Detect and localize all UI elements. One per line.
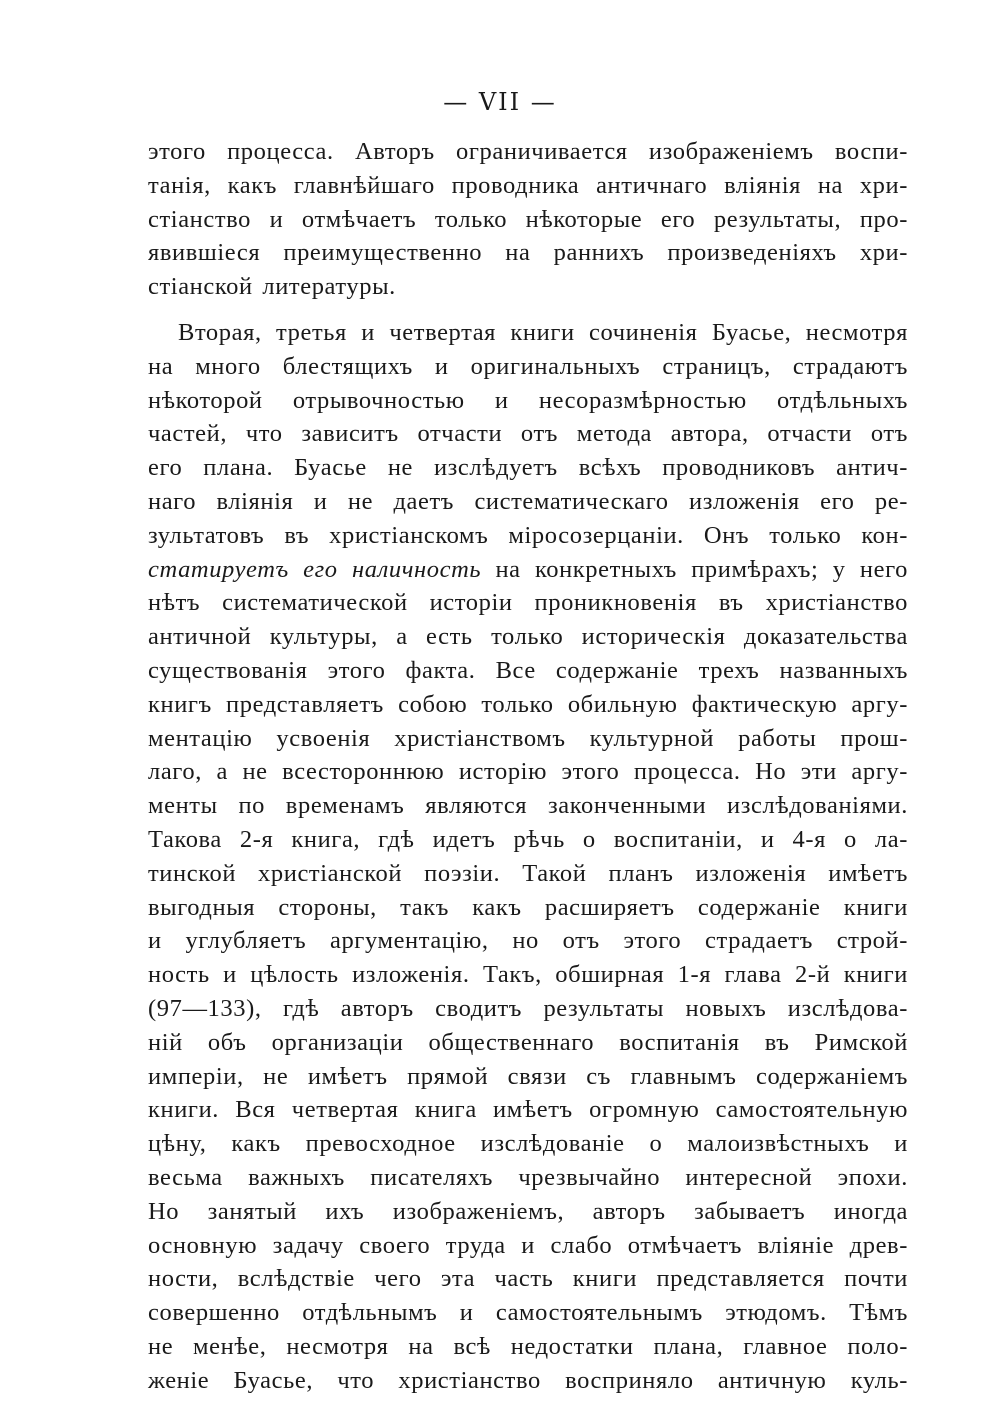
text-line: зультатовъ въ христiанскомъ мiросозерцанiи. Онъ только кон-	[148, 521, 908, 549]
text-line: не менѣе, несмотря на всѣ недостатки плана, главное поло-	[148, 1332, 908, 1360]
text-line-emphasis	[148, 553, 908, 587]
text-line: Такова 2-я книга, гдѣ идетъ рѣчь о воспитанiи, и 4-я о ла-	[148, 825, 908, 853]
paragraph	[148, 135, 908, 304]
text-line: ментацiю усвоенiя христiанствомъ культурной работы прош-	[148, 724, 908, 752]
paragraph	[148, 316, 908, 1398]
text-line: на много блестящихъ и оригинальныхъ страницъ, страдаютъ	[148, 352, 908, 380]
text-line: его плана. Буасье не изслѣдуетъ всѣхъ проводниковъ антич-	[148, 454, 908, 482]
text-line: Вторая, третья и четвертая книги сочиненiя Буасье, несмотря	[178, 318, 908, 346]
text-line: книги. Вся четвертая книга имѣетъ огромную самостоятельную	[148, 1096, 908, 1124]
text-line: танiя, какъ главнѣйшаго проводника античнаго влiянiя на хри-	[148, 171, 908, 199]
text-line: тинской христiанской поэзiи. Такой планъ изложенiя имѣетъ	[148, 859, 908, 887]
text-line: стiанство и отмѣчаетъ только нѣкоторые его результаты, про-	[148, 205, 908, 233]
text-line: античной культуры, а есть только историческiя доказательства	[148, 623, 908, 651]
text-line: ность и цѣлость изложенiя. Такъ, обширная 1-я глава 2-й книги	[148, 961, 908, 989]
text-line: Но занятый ихъ изображенiемъ, авторъ забываетъ иногда	[148, 1197, 908, 1225]
text-line: лаго, а не всестороннюю исторiю этого процесса. Но эти аргу-	[148, 758, 908, 786]
text-line: нѣкоторой отрывочностью и несоразмѣрностью отдѣльныхъ	[148, 386, 908, 414]
text-line: весьма важныхъ писателяхъ чрезвычайно интересной эпохи.	[148, 1163, 908, 1191]
text-line: ности, вслѣдствiе чего эта часть книги представляется почти	[148, 1265, 908, 1293]
text-line: существованiя этого факта. Все содержанiе трехъ названныхъ	[148, 656, 908, 684]
text-line: книгъ представляетъ собою только обильную фактическую аргу-	[148, 690, 908, 718]
text-span: на конкретныхъ примѣрахъ; у него	[481, 555, 909, 583]
text-line: основную задачу своего труда и слабо отмѣчаетъ влiянiе древ-	[148, 1231, 908, 1259]
text-line: имперiи, не имѣетъ прямой связи съ главнымъ содержанiемъ	[148, 1062, 908, 1090]
text-line: этого процесса. Авторъ ограничивается изображенiемъ воспи-	[148, 138, 908, 165]
body-text	[148, 135, 908, 1397]
text-line: нiй объ организацiи общественнаго воспитанiя въ Римской	[148, 1028, 908, 1056]
text-line: выгодныя стороны, такъ какъ расширяетъ содержанiе книги	[148, 893, 908, 921]
text-line: частей, что зависитъ отчасти отъ метода автора, отчасти отъ	[148, 420, 908, 448]
page-number: — VII —	[443, 88, 557, 116]
text-line: нѣтъ систематической исторiи проникновенiя въ христiанство	[148, 589, 908, 617]
text-line: женiе Буасье, что христiанство восприняло античную куль-	[148, 1366, 908, 1394]
text-line: явившiеся преимущественно на раннихъ произведенiяхъ хри-	[148, 239, 908, 267]
text-line: наго влiянiя и не даетъ систематическаго изложенiя его ре-	[148, 487, 908, 515]
text-line: совершенно отдѣльнымъ и самостоятельнымъ этюдомъ. Тѣмъ	[148, 1299, 908, 1327]
text-line: стiанской литературы.	[148, 273, 396, 301]
italic-phrase: статируетъ его наличность	[148, 555, 482, 583]
text-line: цѣну, какъ превосходное изслѣдованiе о малоизвѣстныхъ и	[148, 1130, 908, 1158]
text-line: менты по временамъ являются законченными изслѣдованiями.	[148, 792, 908, 820]
text-line: и углубляетъ аргументацiю, но отъ этого страдаетъ строй-	[148, 927, 908, 955]
text-line: (97—133), гдѣ авторъ сводитъ результаты новыхъ изслѣдова-	[148, 994, 908, 1022]
